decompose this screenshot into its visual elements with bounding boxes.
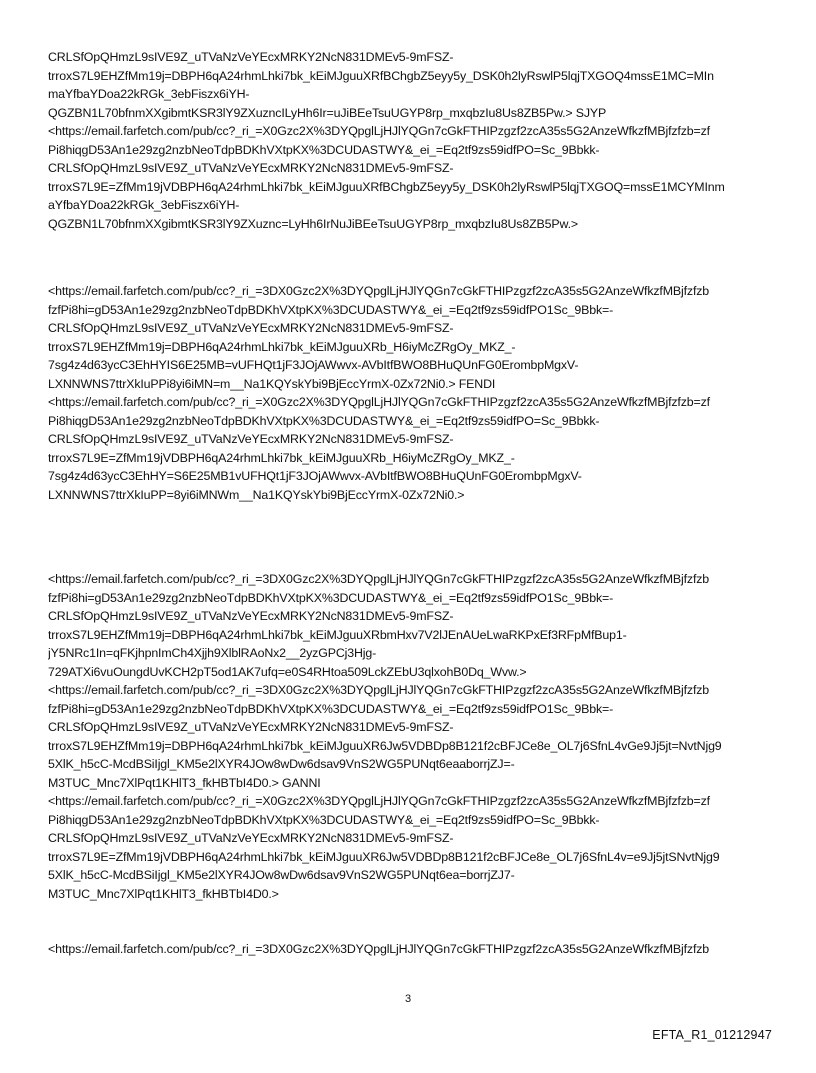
- text-line: 7sg4z4d63ycC3EhHY=S6E25MB1vUFHQt1jF3JOjAWwvx-AVbItfBWO8BHuQUnFG0ErombpMgxV-: [48, 469, 582, 483]
- text-line: <https://email.farfetch.com/pub/cc?_ri_=3DX0Gzc2X%3DYQpglLjHJlYQGn7cGkFTHIPzgzf2zcA35s5G2AnzeWfkzfMBjfzfzb: [48, 942, 710, 956]
- text-line: M3TUC_Mnc7XlPqt1KHlT3_fkHBTbI4D0.>: [48, 886, 279, 901]
- text-line: <https://email.farfetch.com/pub/cc?_ri_=3DX0Gzc2X%3DYQpglLjHJlYQGn7cGkFTHIPzgzf2zcA35s5G2AnzeWfkzfMBjfzfzb: [48, 572, 710, 586]
- text-line: CRLSfOpQHmzL9sIVE9Z_uTVaNzVeYEcxMRKY2NcN831DMEv5-9mFSZ-: [48, 161, 454, 175]
- text-line: Pi8hiqgD53An1e29zg2nzbNeoTdpBDKhVXtpKX%3DCUDASTWY&_ei_=Eq2tf9zs59idfPO=Sc_9Bbkk-: [48, 413, 600, 428]
- text-line: QGZBN1L70bfnmXXgibmtKSR3lY9ZXuznc=LyHh6IrNuJiBEeTsuUGYP8rp_mxqbzIu8Us8ZB5Pw.>: [48, 216, 578, 231]
- text-line: M3TUC_Mnc7XlPqt1KHlT3_fkHBTbI4D0.> GANNI: [48, 775, 321, 790]
- email-text-block-4: [48, 940, 778, 959]
- text-line: 5XlK_h5cC-McdBSiIjgl_KM5e2lXYR4JOw8wDw6dsav9VnS2WG5PUNqt6ea=borrjZJ7-: [48, 868, 515, 882]
- text-line: trroxS7L9E=ZfMm19jVDBPH6qA24rhmLhki7bk_kEiMJguuXR6Jw5VDBDp8B121f2cBFJCe8e_OL7j6SfnL4v=e9Jj5jtSNvtNjg9: [48, 849, 720, 864]
- text-line: <https://email.farfetch.com/pub/cc?_ri_=3DX0Gzc2X%3DYQpglLjHJlYQGn7cGkFTHIPzgzf2zcA35s5G2AnzeWfkzfMBjfzfzb: [48, 284, 710, 298]
- text-line: trroxS7L9E=ZfMm19jVDBPH6qA24rhmLhki7bk_kEiMJguuXRb_H6iyMcZRgOy_MKZ_-: [48, 450, 515, 465]
- text-line: 729ATXi6vuOungdUvKCH2pT5od1AK7ufq=e0S4RHtoa509LckZEbU3qlxohB0Dq_Wvw.>: [48, 664, 527, 679]
- text-line: aYfbaYDoa22kRGk_3ebFiszx6iYH-: [48, 198, 240, 212]
- email-text-block-3: [48, 570, 778, 903]
- text-line: <https://email.farfetch.com/pub/cc?_ri_=3DX0Gzc2X%3DYQpglLjHJlYQGn7cGkFTHIPzgzf2zcA35s5G2AnzeWfkzfMBjfzfzb: [48, 683, 710, 697]
- email-text-block-1: [48, 48, 778, 233]
- text-line: LXNNWNS7ttrXkIuPP=8yi6iMNWm__Na1KQYskYbi9BjEccYrmX-0Zx72Ni0.>: [48, 487, 465, 502]
- text-line: maYfbaYDoa22kRGk_3ebFiszx6iYH-: [48, 87, 250, 101]
- text-line: fzfPi8hi=gD53An1e29zg2nzbNeoTdpBDKhVXtpKX%3DCUDASTWY&_ei_=Eq2tf9zs59idfPO1Sc_9Bbk=-: [48, 302, 614, 317]
- text-line: trroxS7L9EHZfMm19j=DBPH6qA24rhmLhki7bk_kEiMJguuXRfBChgbZ5eyy5y_DSK0h2lyRswlP5lqjTXGOQ4mssE1MC=MIn: [48, 68, 714, 83]
- text-line: CRLSfOpQHmzL9sIVE9Z_uTVaNzVeYEcxMRKY2NcN831DMEv5-9mFSZ-: [48, 831, 454, 845]
- document-id: EFTA_R1_01212947: [652, 1028, 772, 1042]
- text-line: Pi8hiqgD53An1e29zg2nzbNeoTdpBDKhVXtpKX%3DCUDASTWY&_ei_=Eq2tf9zs59idfPO=Sc_9Bbkk-: [48, 142, 600, 157]
- text-line: <https://email.farfetch.com/pub/cc?_ri_=X0Gzc2X%3DYQpglLjHJlYQGn7cGkFTHIPzgzf2zcA35s5G2AnzeWfkzfMBjfzfzb=zf: [48, 794, 710, 808]
- text-line: Pi8hiqgD53An1e29zg2nzbNeoTdpBDKhVXtpKX%3DCUDASTWY&_ei_=Eq2tf9zs59idfPO=Sc_9Bbkk-: [48, 812, 600, 827]
- text-line: <https://email.farfetch.com/pub/cc?_ri_=X0Gzc2X%3DYQpglLjHJlYQGn7cGkFTHIPzgzf2zcA35s5G2AnzeWfkzfMBjfzfzb=zf: [48, 395, 710, 409]
- text-line: trroxS7L9E=ZfMm19jVDBPH6qA24rhmLhki7bk_kEiMJguuXRfBChgbZ5eyy5y_DSK0h2lyRswlP5lqjTXGOQ=mssE1MCYMInm: [48, 179, 725, 194]
- page-number: 3: [404, 993, 412, 1005]
- text-line: fzfPi8hi=gD53An1e29zg2nzbNeoTdpBDKhVXtpKX%3DCUDASTWY&_ei_=Eq2tf9zs59idfPO1Sc_9Bbk=-: [48, 701, 614, 716]
- text-line: jY5NRc1In=qFKjhpnImCh4Xjjh9XlblRAoNx2__2yzGPCj3Hjg-: [48, 646, 377, 660]
- text-line: <https://email.farfetch.com/pub/cc?_ri_=X0Gzc2X%3DYQpglLjHJlYQGn7cGkFTHIPzgzf2zcA35s5G2AnzeWfkzfMBjfzfzb=zf: [48, 124, 710, 138]
- text-line: CRLSfOpQHmzL9sIVE9Z_uTVaNzVeYEcxMRKY2NcN831DMEv5-9mFSZ-: [48, 432, 454, 446]
- text-line: CRLSfOpQHmzL9sIVE9Z_uTVaNzVeYEcxMRKY2NcN831DMEv5-9mFSZ-: [48, 50, 454, 64]
- text-line: trroxS7L9EHZfMm19j=DBPH6qA24rhmLhki7bk_kEiMJguuXR6Jw5VDBDp8B121f2cBFJCe8e_OL7j6SfnL4vGe9Jj5jt=NvtNjg9: [48, 738, 722, 753]
- text-line: trroxS7L9EHZfMm19j=DBPH6qA24rhmLhki7bk_kEiMJguuXRbmHxv7V2lJEnAUeLwaRKPxEf3RFpMfBup1-: [48, 627, 627, 642]
- text-line: CRLSfOpQHmzL9sIVE9Z_uTVaNzVeYEcxMRKY2NcN831DMEv5-9mFSZ-: [48, 321, 454, 335]
- text-line: QGZBN1L70bfnmXXgibmtKSR3lY9ZXuzncILyHh6Ir=uJiBEeTsuUGYP8rp_mxqbzIu8Us8ZB5Pw.> SJYP: [48, 105, 607, 120]
- text-line: 5XlK_h5cC-McdBSiIjgl_KM5e2lXYR4JOw8wDw6dsav9VnS2WG5PUNqt6eaaborrjZJ=-: [48, 757, 515, 771]
- text-line: CRLSfOpQHmzL9sIVE9Z_uTVaNzVeYEcxMRKY2NcN831DMEv5-9mFSZ-: [48, 720, 454, 734]
- text-line: 7sg4z4d63ycC3EhHYIS6E25MB=vUFHQt1jF3JOjAWwvx-AVbItfBWO8BHuQUnFG0ErombpMgxV-: [48, 358, 579, 372]
- email-text-block-2: [48, 282, 778, 504]
- text-line: trroxS7L9EHZfMm19j=DBPH6qA24rhmLhki7bk_kEiMJguuXRb_H6iyMcZRgOy_MKZ_-: [48, 339, 516, 354]
- text-line: CRLSfOpQHmzL9sIVE9Z_uTVaNzVeYEcxMRKY2NcN831DMEv5-9mFSZ-: [48, 609, 454, 623]
- text-line: LXNNWNS7ttrXkIuPPi8yi6iMN=m__Na1KQYskYbi9BjEccYrmX-0Zx72Ni0.> FENDI: [48, 376, 496, 391]
- text-line: fzfPi8hi=gD53An1e29zg2nzbNeoTdpBDKhVXtpKX%3DCUDASTWY&_ei_=Eq2tf9zs59idfPO1Sc_9Bbk=-: [48, 590, 614, 605]
